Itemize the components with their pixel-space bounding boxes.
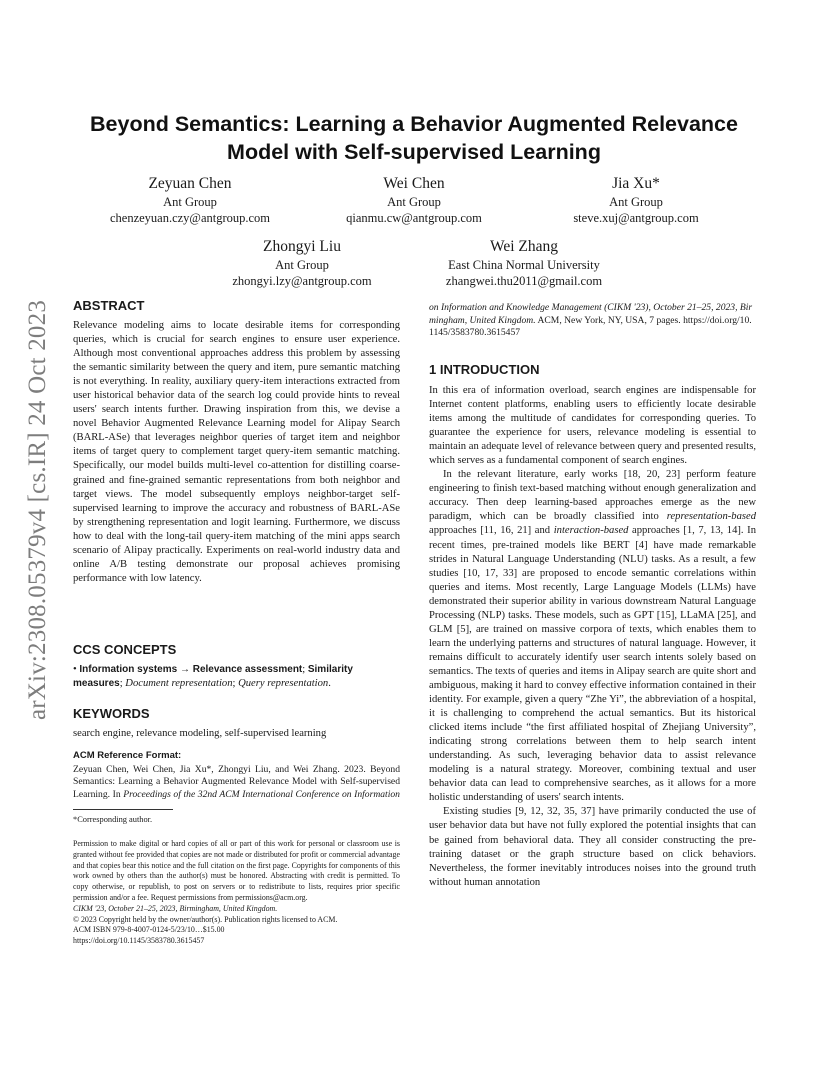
intro-p2-part-c: approaches [11, 16, 21] and (429, 525, 554, 537)
intro-paragraph-1: In this era of information overload, search engines are indispensable for Internet content platforms, enabling users to efficiently locate desirable items among the multitude of candidates for corresponding queries. To guarantee the experience for users, relevance modeling is essential to maintain an adequate level of relevance between query and presented results, which serves as a fundamental component of search engines. (429, 385, 756, 467)
author-affiliation: East China Normal University (448, 258, 600, 272)
acm-ref-continuation (429, 302, 756, 340)
ccs-heading: CCS CONCEPTS (73, 642, 177, 657)
ccs-concept-secondary: Similarity measures (73, 664, 353, 690)
intro-p2-part-a: In the relevant literature, early works [18, 20, 23] perform feature engineering to finish text-based matching without enough generalization and accuracy. Then deep learning-based approaches emerge as the new paradigm, which can be broadly classified into (429, 469, 756, 523)
intro-p2-term-representation: representation-based (666, 511, 756, 523)
author-affiliation: Ant Group (387, 195, 441, 209)
abstract-heading: ABSTRACT (73, 298, 145, 313)
copyright-line: © 2023 Copyright held by the owner/author(s). Publication rights licensed to ACM. (73, 914, 338, 924)
acm-reference-continued (429, 302, 756, 340)
acm-reference-section (73, 750, 400, 802)
author-block (546, 174, 726, 226)
ccs-period: . (328, 678, 331, 690)
footnote (73, 814, 400, 825)
paper-title (70, 110, 758, 166)
introduction-section (429, 362, 756, 890)
author-email: chenzeyuan.czy@antgroup.com (109, 211, 271, 225)
author-affiliation: Ant Group (609, 195, 663, 209)
author-name: Jia Xu* (612, 175, 660, 192)
author-block (324, 174, 504, 226)
ccs-bullet: • (73, 664, 77, 675)
intro-p2-part-e: approaches [1, 7, 13, 14]. In recent times, pre-trained models like BERT [4] have made remarkable strides in Natural Language Understanding (NLU) tasks. As a result, a few studies [10, 17, 33] are proposed to encode semantic correlations within queries and items. Most recently, Large Language Models (LLMs) have demonstrated their superior ability in various downstream Natural Language Processing (NLP) tasks. These models, such as GPT [15], LLaMA [25], and GLM [5], are trained on massive corpora of texts, which enables them to learn the underlying patterns and structures of natural language. However, it remains difficult to accurately identify user search intents solely based on semantics. The texts of queries and items in Alipay search are quite short and ambiguous, making it hard to convey effective information contained in their identity. For example, given a query “Zhe Yi”, the abbreviation of a hospital, it is challenging to comprehend the actual semantics. But its historical clicked items include “the first affiliated hospital of Zhejiang University”, indicating strong correlations between them to help search intent understanding. As such, leveraging behavior data to assist relevance modeling is a natural strategy. Moreover, combining textual and user behavior data can lead to comprehensive searches, as it allows for a more holistic understanding of users' search intents. (429, 525, 756, 804)
keywords-section (73, 706, 400, 741)
author-affiliation: Ant Group (163, 195, 217, 209)
isbn-line: ACM ISBN 979-8-4007-0124-5/23/10…$15.00 (73, 925, 225, 935)
abstract-section (73, 298, 400, 586)
author-email: zhongyi.lzy@antgroup.com (232, 274, 372, 288)
intro-p2-term-interaction: interaction-based (553, 525, 629, 537)
author-block (100, 174, 280, 226)
ccs-separator: ; (232, 678, 239, 690)
author-affiliation: Ant Group (275, 258, 329, 272)
keywords-heading: KEYWORDS (73, 706, 150, 721)
title-line-2: Model with Self-supervised Learning (227, 140, 601, 164)
abstract-text: Relevance modeling aims to locate desirable items for corresponding queries, which is crucial for search engines to ensure user experience. Although most conventional approaches address this problem by assessing the semantic similarity between the query and item, pure semantic matching is not everything. In reality, auxiliary query-item interactions extracted from user historical behavior data of the search log could provide hints to reveal users' search intents further. Drawing inspiration from this, we devise a novel Behavior Augmented Relevance Learning model for Alipay Search (BARL-ASe) that leverages neighbor queries of target item and neighbor items of target query to complement target query-item semantic matching. Specifically, our model builds multi-level co-attention for distilling coarse-grained and fine-grained semantic representations from both neighbor and target views. The model subsequently employs neighbor-target self-supervised learning to improve the accuracy and robustness of BARL-ASe by strengthening representation and logit learning. Furthermore, we discuss how to deal with the long-tail query-item matching of the mini apps search scenario of Alipay practically. Experiments on real-world industry data and online A/B testing demonstrate our proposal achieves promising performance with low latency. (73, 320, 400, 584)
doi-link[interactable]: https://doi.org/10.1145/3583780.3615457 (73, 936, 205, 946)
permission-block (73, 839, 400, 947)
author-block (424, 237, 624, 289)
ccs-text (73, 663, 400, 691)
introduction-heading: 1 INTRODUCTION (429, 362, 540, 377)
acm-ref-heading: ACM Reference Format: (73, 750, 182, 761)
acm-ref-proceedings: Proceedings of the 32nd ACM International Conference on Information (123, 788, 400, 800)
arxiv-identifier-stamp (12, 300, 64, 720)
author-block (212, 237, 392, 289)
keywords-text: search engine, relevance modeling, self-supervised learning (73, 728, 327, 739)
ccs-concepts-section (73, 642, 400, 691)
ccs-separator: ; (302, 664, 308, 675)
author-name: Zhongyi Liu (263, 238, 341, 255)
permission-text: Permission to make digital or hard copies of all or part of this work for personal or classroom use is granted without fee provided that copies are not made or distributed for profit or commercial advantage and that copies bear this notice and the full citation on the first page. Copyrights for components of this work owned by others than the author(s) must be honored. Abstracting with credit is permitted. To copy otherwise, or republish, to post on servers or to redistribute to lists, requires prior specific permission and/or a fee. Request permissions from permissions@acm.org. (73, 839, 400, 902)
ccs-concept-query: Query representation (238, 678, 329, 690)
ccs-separator: ; (119, 678, 126, 690)
intro-paragraph-2 (429, 468, 756, 805)
ccs-concept-primary: Information systems → Relevance assessment (79, 664, 303, 675)
intro-paragraph-3: Existing studies [9, 12, 32, 35, 37] have primarily conducted the use of user behavior data but have not fully explored the potential insights that can be gained from behavioral data. They all consider constructing the pre-training dataset or the graph structure based on click behaviors. Nevertheless, the former inevitably introduces noises into the ground truth without human annotation (429, 806, 756, 888)
ccs-concept-document: Document representation (125, 678, 233, 690)
author-email: qianmu.cw@antgroup.com (346, 211, 482, 225)
acm-ref-citation: Zeyuan Chen, Wei Chen, Jia Xu*, Zhongyi Liu, and Wei Zhang. 2023. Beyond Semantics: Learning a Behavior Augmented Relevance Model with Self-supervised Learning. In (73, 763, 400, 800)
author-email: zhangwei.thu2011@gmail.com (445, 274, 603, 288)
author-email: steve.xuj@antgroup.com (573, 211, 699, 225)
corresponding-author-note: *Corresponding author. (73, 815, 153, 824)
footnote-rule (73, 809, 173, 810)
acm-ref-text (73, 764, 400, 802)
venue-line: CIKM '23, October 21–25, 2023, Birmingham, United Kingdom. (73, 903, 278, 913)
author-name: Zeyuan Chen (148, 175, 232, 192)
arxiv-id: arXiv:2308.05379v4 [cs.IR] 24 Oct 2023 (24, 299, 52, 721)
acm-ref-venue: on Information and Knowledge Management (CIKM '23), October 21–25, 2023, Birmingham, United Kingdom. (429, 302, 753, 326)
acm-ref-tail: ACM, New York, NY, USA, 7 pages. https://doi.org/10.1145/3583780.3615457 (429, 314, 752, 339)
author-name: Wei Chen (383, 175, 445, 192)
author-name: Wei Zhang (489, 238, 559, 255)
title-line-1: Beyond Semantics: Learning a Behavior Augmented Relevance (90, 112, 738, 136)
